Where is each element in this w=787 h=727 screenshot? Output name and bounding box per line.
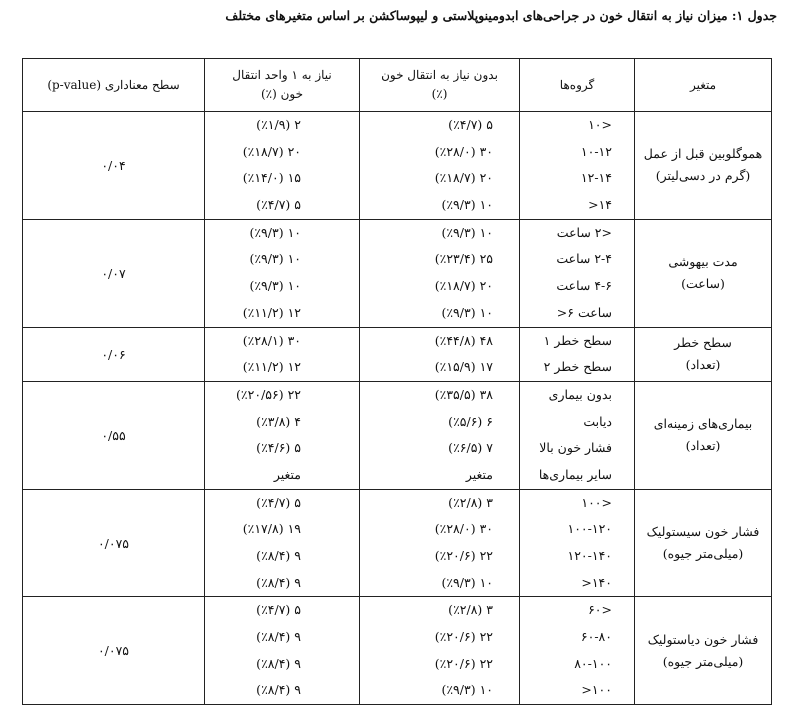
- header-groups-label: گروه‌ها: [559, 77, 595, 92]
- no-need-cell: [360, 327, 520, 381]
- no-need-value: ۲۰ (٪۱۸/۷): [434, 278, 493, 294]
- need-value: ۳۰ (٪۲۸/۱): [242, 332, 301, 348]
- group-value: ۱۰-۱۲: [580, 143, 612, 159]
- group-cell: [520, 219, 635, 327]
- group-value: <۲ ساعت: [556, 224, 612, 240]
- no-need-value: ۲۲ (٪۲۰/۶): [434, 548, 493, 563]
- group-value: <۱۰: [588, 117, 612, 132]
- no-need-value: ۳۰ (٪۲۸/۰): [434, 521, 493, 537]
- need-value: ۹ (٪۸/۴): [256, 682, 301, 698]
- variable-cell: [635, 219, 772, 327]
- header-no-need-line2: (٪): [431, 87, 448, 101]
- need-value: ۴ (٪۳/۸): [256, 413, 301, 429]
- group-value: ۱۰۰<: [581, 682, 612, 698]
- need-value: ۹ (٪۸/۴): [256, 655, 301, 671]
- need-value: ۱۰ (٪۹/۳): [249, 251, 301, 267]
- need-cell: [205, 489, 360, 597]
- need-cell: [205, 381, 360, 489]
- pvalue-cell: [23, 112, 205, 220]
- no-need-cell: [360, 381, 520, 489]
- group-value: <۱۰۰: [581, 494, 612, 510]
- header-need: [205, 59, 360, 112]
- group-value: ۱۲-۱۴: [580, 170, 612, 186]
- table-header-row: [23, 59, 772, 112]
- variable-cell: [635, 597, 772, 705]
- need-value: ۱۲ (٪۱۱/۲): [242, 359, 301, 375]
- variable-label-line2: (ساعت): [681, 276, 725, 292]
- variable-label-line1: هموگلوبین قبل از عمل: [643, 146, 763, 162]
- no-need-value: ۲۲ (٪۲۰/۶): [434, 629, 493, 645]
- need-cell: [205, 112, 360, 220]
- need-value: ۵ (٪۴/۷): [256, 197, 301, 213]
- group-value: فشار خون بالا: [539, 440, 612, 456]
- need-value: ۵ (٪۴/۷): [256, 602, 301, 618]
- need-value: ۹ (٪۸/۴): [256, 548, 301, 563]
- group-value: ۱۲۰-۱۴۰: [567, 548, 612, 563]
- variable-label-line2: (تعداد): [685, 438, 721, 454]
- variable-cell: [635, 327, 772, 381]
- group-value: سایر بیماری‌ها: [538, 466, 612, 482]
- group-value: دیابت: [583, 413, 612, 429]
- need-cell: [205, 327, 360, 381]
- header-no-need-line1: بدون نیاز به انتقال خون: [381, 68, 498, 82]
- need-cell: [205, 597, 360, 705]
- table-section-row: [23, 489, 772, 597]
- no-need-value: ۱۰ (٪۹/۳): [441, 197, 493, 213]
- group-value: ۱۴<: [588, 197, 612, 213]
- pvalue-cell: [23, 219, 205, 327]
- need-value: ۹ (٪۸/۴): [256, 574, 301, 590]
- variable-label-line1: مدت بیهوشی: [668, 254, 738, 270]
- need-value: ۱۹ (٪۱۷/۸): [242, 521, 301, 537]
- no-need-value: ۲۵ (٪۲۳/۴): [434, 251, 493, 267]
- no-need-value: ۳ (٪۲/۸): [448, 602, 493, 618]
- need-value: ۱۵ (٪۱۴/۰): [242, 170, 301, 186]
- variable-cell: [635, 489, 772, 597]
- group-value: ۱۰۰-۱۲۰: [567, 521, 612, 537]
- variable-label-line2: (تعداد): [685, 357, 721, 373]
- header-variable: [635, 59, 772, 112]
- need-value: ۲ (٪۱/۹): [256, 117, 301, 132]
- need-value: ۲۰ (٪۱۸/۷): [242, 143, 301, 159]
- need-cell: [205, 219, 360, 327]
- need-value: ۵ (٪۴/۶): [256, 440, 301, 456]
- group-value: ساعت ۶<: [556, 304, 612, 320]
- variable-label-line2: (گرم در دسی‌لیتر): [655, 168, 751, 184]
- need-value: ۲۲ (٪۲۰/۵۶): [236, 386, 301, 402]
- pvalue-cell: [23, 489, 205, 597]
- no-need-value: ۱۰ (٪۹/۳): [441, 224, 493, 240]
- no-need-value: ۲۲ (٪۲۰/۶): [434, 655, 493, 671]
- pvalue-cell: [23, 381, 205, 489]
- no-need-value: ۳۰ (٪۲۸/۰): [434, 143, 493, 159]
- header-groups: [520, 59, 635, 112]
- group-value: ۲-۴ ساعت: [556, 251, 612, 267]
- no-need-value: ۳ (٪۲/۸): [448, 494, 493, 510]
- pvalue-value: ۰/۵۵: [101, 427, 126, 443]
- table-caption: جدول ۱: میزان نیاز به انتقال خون در جراحی‌های ابدومینوپلاستی و لیپوساکشن بر اساس متغیرهای مختلف: [225, 8, 777, 23]
- data-table: [22, 58, 772, 705]
- pvalue-value: ۰/۰۷: [101, 265, 126, 281]
- need-value: ۱۲ (٪۱۱/۲): [242, 304, 301, 320]
- pvalue-value: ۰/۰۶: [101, 346, 126, 362]
- no-need-value: ۷ (٪۶/۵): [448, 440, 493, 456]
- need-value: ۹ (٪۸/۴): [256, 629, 301, 645]
- no-need-value: ۱۰ (٪۹/۳): [441, 574, 493, 590]
- need-value: ۱۰ (٪۹/۳): [249, 278, 301, 294]
- table-section-row: [23, 327, 772, 381]
- pvalue-cell: [23, 597, 205, 705]
- variable-label-line1: فشار خون دیاستولیک: [647, 631, 759, 647]
- table-section-row: [23, 597, 772, 705]
- group-value: ۶۰-۸۰: [580, 629, 612, 645]
- group-cell: [520, 327, 635, 381]
- variable-label-line1: بیماری‌های زمینه‌ای: [653, 416, 753, 432]
- group-value: <۶۰: [588, 602, 612, 618]
- group-value: بدون بیماری: [548, 386, 612, 402]
- no-need-cell: [360, 112, 520, 220]
- header-variable-label: متغیر: [689, 77, 717, 92]
- header-pvalue: [23, 59, 205, 112]
- pvalue-cell: [23, 327, 205, 381]
- no-need-cell: [360, 219, 520, 327]
- no-need-value: ۴۸ (٪۴۴/۸): [434, 332, 493, 348]
- table-section-row: [23, 381, 772, 489]
- no-need-value: ۶ (٪۵/۶): [448, 413, 493, 429]
- group-cell: [520, 489, 635, 597]
- group-value: سطح خطر ۱: [543, 332, 612, 348]
- group-value: ۴-۶ ساعت: [556, 278, 612, 294]
- need-value: ۱۰ (٪۹/۳): [249, 224, 301, 240]
- group-value: سطح خطر ۲: [543, 359, 612, 375]
- need-value: ۵ (٪۴/۷): [256, 494, 301, 510]
- no-need-cell: [360, 489, 520, 597]
- no-need-cell: [360, 597, 520, 705]
- header-no-need: [360, 59, 520, 112]
- pvalue-value: ۰/۰۷۵: [97, 535, 130, 551]
- pvalue-value: ۰/۰۷۵: [97, 643, 130, 659]
- no-need-value: ۱۰ (٪۹/۳): [441, 682, 493, 698]
- need-value: متغیر: [273, 466, 301, 482]
- no-need-value: ۲۰ (٪۱۸/۷): [434, 170, 493, 186]
- variable-label-line2: (میلی‌متر جیوه): [662, 653, 744, 669]
- no-need-value: ۵ (٪۴/۷): [448, 117, 493, 132]
- group-cell: [520, 597, 635, 705]
- group-cell: [520, 381, 635, 489]
- table-section-row: [23, 112, 772, 220]
- table-section-row: [23, 219, 772, 327]
- header-pvalue-label: سطح معناداری (p-value): [47, 77, 180, 92]
- variable-cell: [635, 112, 772, 220]
- variable-label-line1: فشار خون سیستولیک: [646, 524, 760, 539]
- group-cell: [520, 112, 635, 220]
- no-need-value: متغیر: [465, 466, 493, 482]
- group-value: ۸۰-۱۰۰: [574, 655, 612, 671]
- variable-label-line1: سطح خطر: [674, 335, 732, 351]
- header-need-line2: خون (٪): [260, 87, 304, 101]
- group-value: ۱۴۰<: [581, 574, 612, 590]
- header-need-line1: نیاز به ۱ واحد انتقال: [232, 68, 332, 82]
- no-need-value: ۱۷ (٪۱۵/۹): [434, 359, 493, 375]
- variable-cell: [635, 381, 772, 489]
- no-need-value: ۳۸ (٪۳۵/۵): [434, 386, 493, 402]
- variable-label-line2: (میلی‌متر جیوه): [662, 546, 744, 561]
- no-need-value: ۱۰ (٪۹/۳): [441, 304, 493, 320]
- pvalue-value: ۰/۰۴: [101, 157, 126, 173]
